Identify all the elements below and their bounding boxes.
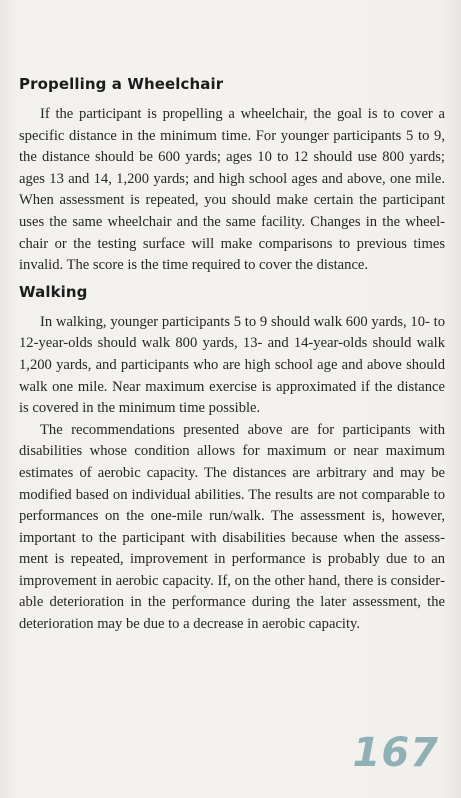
section-heading-walking: Walking (19, 282, 88, 301)
paragraph-walking: In walking, younger participants 5 to 9 should walk 600 yards, 10- to 12-year-olds should walk 800 yards, 13- and 14-year-olds should walk 1,200 yards, and participants who are high school age and above should walk one mile. Near maximum exercise is approximated if the distance is covered in the minimum time possible. (19, 313, 445, 417)
page-content (19, 73, 445, 636)
section-heading-wheelchair: Propelling a Wheelchair (19, 75, 224, 93)
paragraph-wheelchair: If the participant is propelling a wheelchair, the goal is to cover a specific distance in the minimum time. For younger participants 5 to 9, the distance should be 600 yards; ages 10 to 12 should use 800 yards; ages 13 and 14, 1,200 yards; and high school ages and above, one mile. When assessment is repeated, you should make certain the participant uses the same wheelchair and the same facility. Changes in the wheelchair or the testing surface will make comparisons to previous times invalid. The score is the time required to cover the distance. (19, 106, 445, 274)
paragraph-recommendations: The recommendations presented above are for participants with disabilities whose condition allows for maximum or near maximum estimates of aerobic capacity. The distances are arbitrary and may be modified based on individual abilities. The results are not comparable to performances on the one-mile run/walk. The assessment is, however, important to the participant with disabilities because when the assessment is repeated, improvement in performance is probably due to an improvement in aerobic capacity. If, on the other hand, there is considerable deterioration in the performance during the later assessment, the deterioration may be due to a decrease in aerobic capacity. (19, 421, 445, 633)
page-number: 167 (352, 730, 439, 776)
